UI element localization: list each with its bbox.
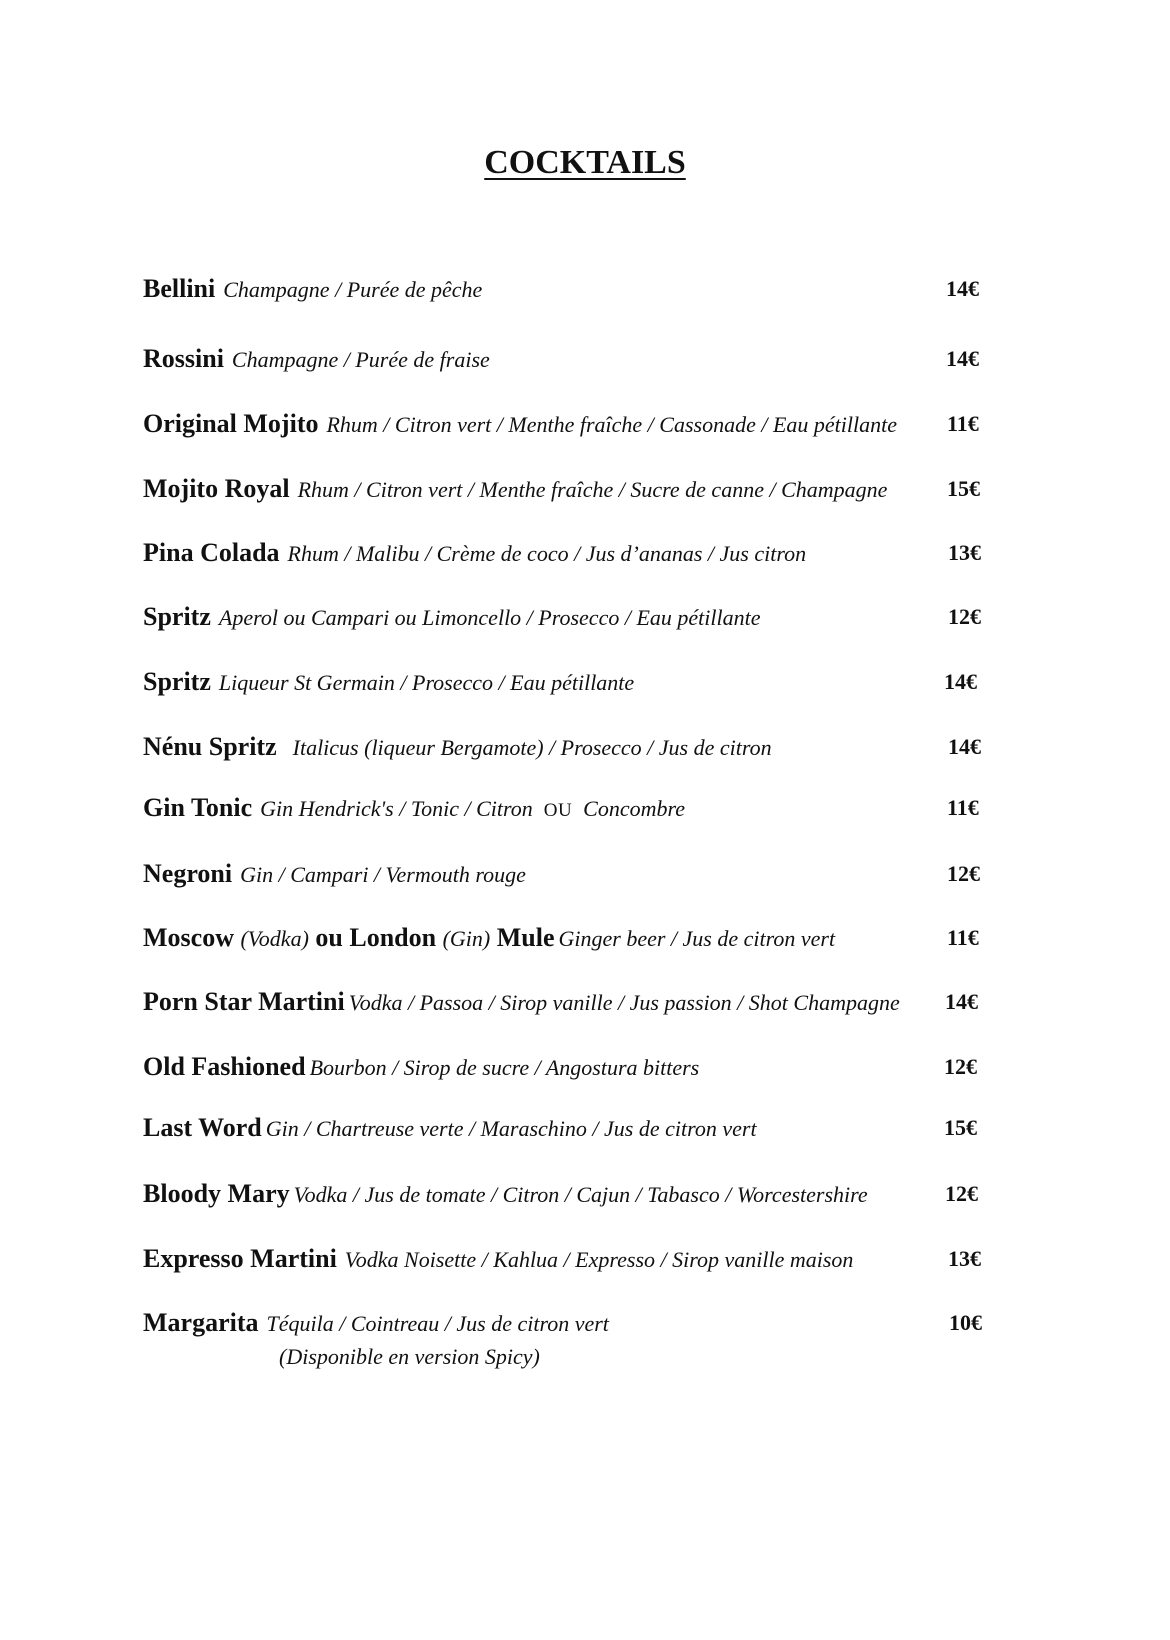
item-price: 13€ [948,540,981,565]
item-name: Mojito Royal [143,474,290,503]
item-price: 14€ [946,276,979,301]
item-name: Nénu Spritz [143,732,277,761]
item-description: Aperol ou Campari ou Limoncello / Prosecco / Eau pétillante [218,605,761,630]
item-description: Vodka / Jus de tomate / Citron / Cajun / Tabasco / Worcestershire [293,1182,868,1207]
item-name: Original Mojito [143,409,319,438]
menu-item-last-word [143,1112,1033,1152]
menu-item-negroni [143,858,1033,898]
item-description: Rhum / Malibu / Crème de coco / Jus d’ananas / Jus citron [287,541,807,566]
menu-item-mojito-royal [143,473,1033,513]
item-description: Vodka Noisette / Kahlua / Expresso / Sirop vanille maison [344,1247,854,1272]
item-price: 15€ [947,476,980,501]
item-name: Spritz [143,667,211,696]
item-price: 12€ [948,604,981,629]
item-price: 14€ [948,734,981,759]
menu-item-margarita [143,1307,1033,1387]
item-name: Rossini [143,344,224,373]
item-price: 11€ [947,925,979,950]
item-description: Italicus (liqueur Bergamote) / Prosecco / Jus de citron [292,735,772,760]
menu-item-bellini [143,273,1033,313]
menu-item-rossini [143,343,1033,383]
item-description: Gin / Campari / Vermouth rouge [240,862,526,887]
item-price: 14€ [946,346,979,371]
menu-item-gin-tonic [143,792,1033,832]
item-name: Gin Tonic [143,793,253,822]
item-name: Spritz [143,602,211,631]
menu-item-spritz-st-germain [143,666,1033,706]
item-name: Negroni [143,859,233,888]
item-name: Last Word [143,1113,262,1142]
menu-item-expresso-martini [143,1243,1033,1283]
item-description: Rhum / Citron vert / Menthe fraîche / Sucre de canne / Champagne [297,477,888,502]
item-price: 12€ [944,1054,977,1079]
item-description: Rhum / Citron vert / Menthe fraîche / Cassonade / Eau pétillante [326,412,897,437]
item-price: 15€ [944,1115,977,1140]
item-name: Old Fashioned [143,1052,306,1081]
item-name: Porn Star Martini [143,987,345,1016]
item-price: 10€ [949,1310,982,1335]
item-description: Champagne / Purée de pêche [223,277,483,302]
menu-item-porn-star-martini [143,986,1033,1026]
item-name: Pina Colada [143,538,280,567]
item-description: Ginger beer / Jus de citron vert [558,926,836,951]
item-name: Expresso Martini [143,1244,337,1273]
item-description: Téquila / Cointreau / Jus de citron vert [266,1311,609,1336]
item-name: Bloody Mary [143,1179,290,1208]
item-name: Moscow (Vodka) ou London (Gin) Mule [143,923,555,952]
item-description: Bourbon / Sirop de sucre / Angostura bitters [309,1055,700,1080]
item-price: 11€ [947,795,979,820]
item-note: (Disponible en version Spicy) [279,1344,540,1369]
menu-item-pina-colada [143,537,1033,577]
menu-item-original-mojito [143,408,1033,448]
menu-item-old-fashioned [143,1051,1033,1091]
item-description: Champagne / Purée de fraise [231,347,490,372]
menu-item-bloody-mary [143,1178,1033,1218]
item-price: 11€ [947,411,979,436]
menu-title: COCKTAILS [484,144,686,181]
item-description: Vodka / Passoa / Sirop vanille / Jus passion / Shot Champagne [348,990,900,1015]
item-price: 14€ [944,669,977,694]
item-price: 12€ [947,861,980,886]
item-description: Gin / Chartreuse verte / Maraschino / Jus de citron vert [265,1116,757,1141]
menu-item-mule [143,922,1033,962]
item-price: 14€ [945,989,978,1014]
item-description: Gin Hendrick's / Tonic / Citron OU Concombre [260,796,686,821]
item-price: 13€ [948,1246,981,1271]
menu-item-spritz-aperol [143,601,1033,641]
item-name: Margarita [143,1308,259,1337]
item-name: Bellini [143,274,216,303]
item-price: 12€ [945,1181,978,1206]
item-description: Liqueur St Germain / Prosecco / Eau pétillante [218,670,635,695]
menu-item-nenu-spritz [143,731,1033,771]
